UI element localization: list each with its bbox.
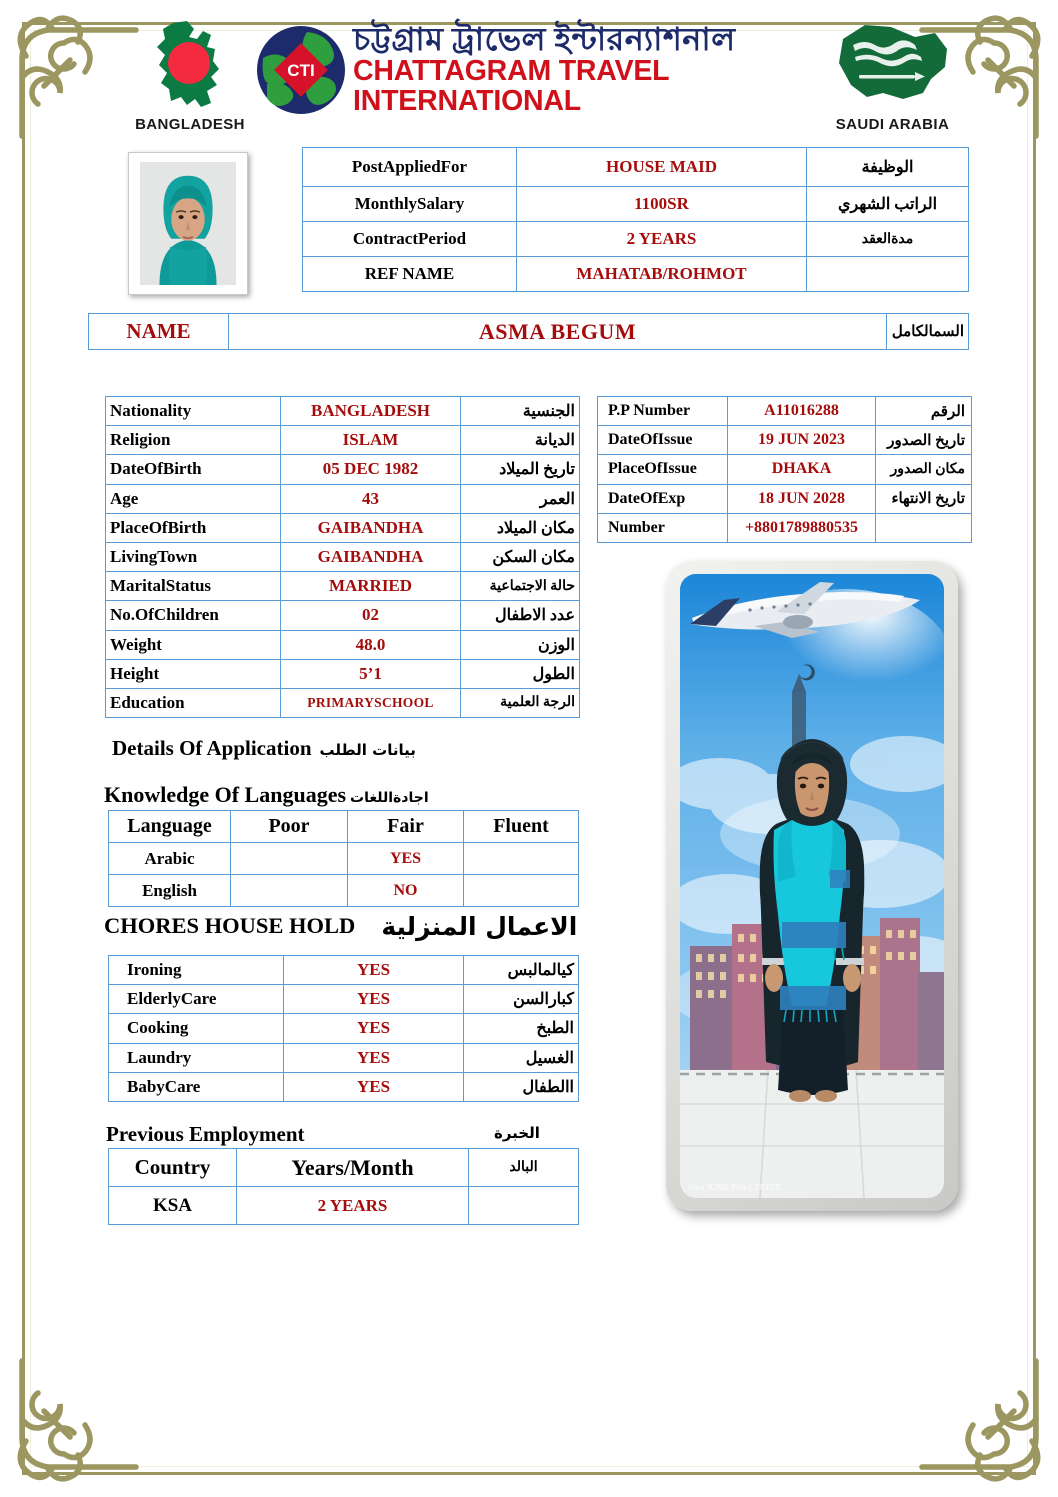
chores-heading-ar: الاعمال المنزلية — [381, 912, 578, 941]
chore-arabic-0: كيالمالبس — [464, 956, 579, 985]
table-row — [109, 875, 579, 907]
photo-watermark: vivo X200 Pro | ZEISS — [688, 1182, 781, 1192]
applicant-full-photo-frame — [666, 561, 958, 1211]
job-arabic-2: مدةالعقد — [807, 222, 969, 257]
chores-heading-en: CHORES HOUSE HOLD — [104, 913, 356, 938]
passport-value-3: 18 JUN 2028 — [728, 484, 876, 513]
table-row — [106, 397, 580, 426]
job-label-3: REF NAME — [303, 257, 517, 292]
table-row — [109, 1072, 579, 1101]
lang-header-1: Poor — [231, 811, 348, 843]
chore-arabic-4: االطفال — [464, 1072, 579, 1101]
previous-employment-heading — [106, 1122, 305, 1147]
chore-label-4: BabyCare — [109, 1072, 284, 1101]
details-heading-ar: بيانات الطلب — [319, 741, 416, 759]
prev-header-arabic: البالد — [469, 1149, 579, 1187]
name-label: NAME — [89, 314, 229, 350]
job-value-0: HOUSE MAID — [517, 148, 807, 187]
prev-years-0: 2 YEARS — [237, 1187, 469, 1225]
personal-label-0: Nationality — [106, 397, 281, 426]
personal-value-3: 43 — [281, 484, 461, 513]
job-label-0: PostAppliedFor — [303, 148, 517, 187]
company-logo-text — [353, 23, 815, 116]
table-row — [598, 513, 972, 542]
chore-label-3: Laundry — [109, 1043, 284, 1072]
lang-fair-1: NO — [348, 875, 464, 907]
personal-arabic-3: العمر — [461, 484, 580, 513]
applicant-passport-photo — [128, 152, 248, 295]
lang-header-3: Fluent — [464, 811, 579, 843]
personal-value-8: 48.0 — [281, 630, 461, 659]
personal-value-7: 02 — [281, 601, 461, 630]
details-heading-en: Details Of Application — [112, 736, 312, 760]
job-arabic-3 — [807, 257, 969, 292]
passport-arabic-2: مكان الصدور — [876, 455, 972, 484]
prev-heading-ar: الخبرة — [494, 1124, 540, 1142]
chores-house-hold-heading — [104, 912, 577, 941]
passport-value-0: A11016288 — [728, 397, 876, 426]
personal-arabic-7: عدد الاطفال — [461, 601, 580, 630]
personal-label-4: PlaceOfBirth — [106, 513, 281, 542]
personal-value-1: ISLAM — [281, 426, 461, 455]
table-row — [303, 187, 969, 222]
lang-poor-1 — [231, 875, 348, 907]
personal-label-5: LivingTown — [106, 542, 281, 571]
personal-label-9: Height — [106, 659, 281, 688]
passport-arabic-4 — [876, 513, 972, 542]
passport-label-1: DateOfIssue — [598, 426, 728, 455]
table-row — [106, 455, 580, 484]
company-name-bengali: চট্টগ্রাম ট্রাভেল ইন্টারন্যাশনাল — [353, 21, 736, 58]
lang-header-0: Language — [109, 811, 231, 843]
company-name-english: CHATTAGRAM TRAVEL INTERNATIONAL — [353, 54, 669, 117]
lang-name-1: English — [109, 875, 231, 907]
chore-arabic-1: كبارالسن — [464, 985, 579, 1014]
chore-label-1: ElderlyCare — [109, 985, 284, 1014]
personal-label-10: Education — [106, 688, 281, 717]
personal-value-10: PRIMARYSCHOOL — [281, 688, 461, 717]
saudi-arabia-label: SAUDI ARABIA — [835, 116, 950, 133]
lang-fluent-1 — [464, 875, 579, 907]
personal-label-7: No.OfChildren — [106, 601, 281, 630]
chore-arabic-2: الطبخ — [464, 1014, 579, 1043]
saudi-flag-block — [810, 18, 975, 133]
table-row — [303, 222, 969, 257]
table-header-row — [109, 1149, 579, 1187]
personal-label-3: Age — [106, 484, 281, 513]
chore-value-2: YES — [284, 1014, 464, 1043]
passport-label-3: DateOfExp — [598, 484, 728, 513]
table-row — [89, 314, 969, 350]
personal-value-2: 05 DEC 1982 — [281, 455, 461, 484]
personal-arabic-10: الرجة العلمية — [461, 688, 580, 717]
lang-fair-0: YES — [348, 843, 464, 875]
table-row — [598, 397, 972, 426]
table-row — [106, 426, 580, 455]
table-row — [106, 513, 580, 542]
personal-arabic-0: الجنسية — [461, 397, 580, 426]
svg-text:CTI: CTI — [287, 61, 315, 80]
prev-header-years: Years/Month — [237, 1149, 469, 1187]
table-row — [106, 601, 580, 630]
lang-poor-0 — [231, 843, 348, 875]
job-value-3: MAHATAB/ROHMOT — [517, 257, 807, 292]
household-chores-table — [108, 955, 579, 1102]
table-row — [106, 688, 580, 717]
table-row — [106, 484, 580, 513]
name-value: ASMA BEGUM — [229, 314, 887, 350]
personal-value-9: 5’1 — [281, 659, 461, 688]
job-value-2: 2 YEARS — [517, 222, 807, 257]
languages-heading-en: Knowledge Of Languages — [104, 782, 347, 807]
personal-label-8: Weight — [106, 630, 281, 659]
table-row — [106, 659, 580, 688]
name-arabic: السمالكامل — [887, 314, 969, 350]
table-header-row — [109, 811, 579, 843]
chore-arabic-3: الغسيل — [464, 1043, 579, 1072]
personal-value-6: MARRIED — [281, 572, 461, 601]
table-row — [109, 985, 579, 1014]
personal-value-4: GAIBANDHA — [281, 513, 461, 542]
personal-label-2: DateOfBirth — [106, 455, 281, 484]
table-row — [598, 426, 972, 455]
table-row — [303, 257, 969, 292]
prev-arabic-0 — [469, 1187, 579, 1225]
personal-arabic-2: تاريخ الميلاد — [461, 455, 580, 484]
personal-arabic-9: الطول — [461, 659, 580, 688]
table-row — [598, 484, 972, 513]
passport-arabic-1: تاريخ الصدور — [876, 426, 972, 455]
passport-photo-image — [140, 162, 236, 285]
table-row — [109, 843, 579, 875]
personal-arabic-6: حالة الاجتماعية — [461, 572, 580, 601]
chore-value-4: YES — [284, 1072, 464, 1101]
job-label-2: ContractPeriod — [303, 222, 517, 257]
personal-arabic-8: الوزن — [461, 630, 580, 659]
prev-header-country: Country — [109, 1149, 237, 1187]
languages-table — [108, 810, 579, 907]
passport-value-1: 19 JUN 2023 — [728, 426, 876, 455]
chore-label-0: Ironing — [109, 956, 284, 985]
table-row — [303, 148, 969, 187]
job-label-1: MonthlySalary — [303, 187, 517, 222]
chore-value-0: YES — [284, 956, 464, 985]
passport-label-0: P.P Number — [598, 397, 728, 426]
lang-name-0: Arabic — [109, 843, 231, 875]
chore-label-2: Cooking — [109, 1014, 284, 1043]
saudi-arabia-map-flag-icon — [810, 18, 975, 116]
cti-globe-icon — [255, 24, 347, 116]
table-row — [598, 455, 972, 484]
job-value-1: 1100SR — [517, 187, 807, 222]
prev-country-0: KSA — [109, 1187, 237, 1225]
job-details-table — [302, 147, 969, 292]
personal-value-0: BANGLADESH — [281, 397, 461, 426]
table-row — [109, 1187, 579, 1225]
personal-label-1: Religion — [106, 426, 281, 455]
bangladesh-map-flag-icon — [125, 18, 255, 116]
bangladesh-flag-block — [125, 18, 255, 133]
passport-label-4: Number — [598, 513, 728, 542]
bangladesh-label: BANGLADESH — [135, 116, 245, 133]
job-arabic-1: الراتب الشهري — [807, 187, 969, 222]
passport-details-table — [597, 396, 972, 543]
table-row — [109, 1014, 579, 1043]
table-row — [106, 542, 580, 571]
table-row — [106, 572, 580, 601]
personal-value-5: GAIBANDHA — [281, 542, 461, 571]
document-header — [95, 18, 975, 146]
details-of-application-heading — [112, 736, 416, 761]
knowledge-of-languages-heading — [104, 782, 429, 808]
job-arabic-0: الوظيفة — [807, 148, 969, 187]
personal-arabic-5: مكان السكن — [461, 542, 580, 571]
applicant-full-photo-image — [680, 574, 944, 1198]
table-row — [109, 1043, 579, 1072]
table-row — [109, 956, 579, 985]
passport-arabic-0: الرقم — [876, 397, 972, 426]
lang-fluent-0 — [464, 843, 579, 875]
personal-details-table — [105, 396, 580, 718]
previous-employment-table — [108, 1148, 579, 1225]
passport-value-2: DHAKA — [728, 455, 876, 484]
chore-value-3: YES — [284, 1043, 464, 1072]
job-details-body — [303, 148, 969, 292]
languages-heading-ar: اجادةاللغات — [350, 790, 429, 806]
passport-arabic-3: تاريخ الانتهاء — [876, 484, 972, 513]
passport-value-4: +8801789880535 — [728, 513, 876, 542]
full-name-table — [88, 313, 969, 350]
table-row — [106, 630, 580, 659]
lang-header-2: Fair — [348, 811, 464, 843]
company-logo — [255, 20, 815, 120]
personal-label-6: MaritalStatus — [106, 572, 281, 601]
chore-value-1: YES — [284, 985, 464, 1014]
personal-arabic-4: مكان الميلاد — [461, 513, 580, 542]
personal-arabic-1: الديانة — [461, 426, 580, 455]
passport-label-2: PlaceOfIssue — [598, 455, 728, 484]
prev-heading-en: Previous Employment — [106, 1122, 305, 1146]
